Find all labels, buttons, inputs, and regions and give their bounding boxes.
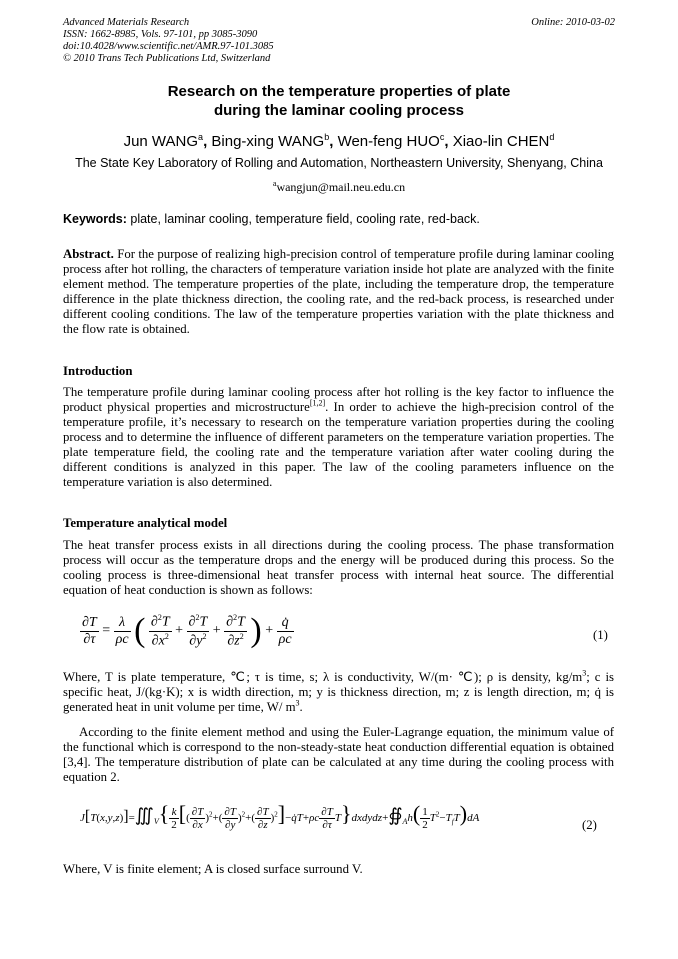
- title-line: during the laminar cooling process: [213, 102, 465, 119]
- citation: [1,2]: [309, 398, 326, 408]
- author-name: Jun WANG: [123, 133, 199, 150]
- journal-header: [63, 17, 274, 65]
- author-list: Jun WANG$^a$, Bing-xing WANG$^b$, Wen-feng HUO$^c$, Xiao-lin CHEN$^d$: [123, 132, 555, 150]
- equation-number: (2): [582, 818, 597, 832]
- journal-line: ISSN: 1662-8985, Vols. 97-101, pp 3085-3090: [63, 29, 258, 40]
- section-heading: Temperature analytical model: [63, 516, 228, 530]
- email-address: wangjun@mail.neu.edu.cn: [276, 180, 406, 194]
- email-line: [0, 176, 678, 195]
- equation-1: $\frac{\partial T}{\partial\tau}$ = $\frac{\lambda}{\rho c}$ ( $\frac{\partial^2T}{\partial x^2}$ + $\frac{\partial^2T}{\partial y^2}$ + $\frac{\partial^2T}{\partial z^2}$ ) + $\frac{q̇}{\rho c}$: [82, 612, 292, 649]
- title-line: Research on the temperature properties of plate: [167, 83, 511, 100]
- section-heading: Introduction: [63, 364, 133, 378]
- author-name: Bing-xing WANG: [211, 133, 325, 150]
- author-name: Xiao-lin CHEN: [452, 133, 550, 150]
- introduction-text: The temperature profile during laminar cooling process after hot rolling is the key factor to influence the product physical properties and microstructure[1,2]. In order to achieve the high-precision control of the temperature profile, it’s necessary to research on the temperature variation properties during the cooling process and to determine the influence of different parameters on the temperature variation properties. The plate temperature field, the cooling rate and the temperature variation after water cooling during the different conditions is analyzed in this paper. The law of the cooling parameters influence on the temperature variation is also determined.: [63, 385, 614, 489]
- abstract-label: Abstract.: [63, 247, 114, 261]
- online-date: Online: 2010-03-02: [531, 17, 615, 28]
- model-text: The heat transfer process exists in all directions during the cooling process. The phase transformation process will occur as the temperature drops and the energy will be produced during this process. So the cooling process is three-dimensional heat transfer process with internal heat source. The differential equation of heat conduction is shown as follows:: [63, 538, 614, 597]
- author-sup: d: [549, 132, 555, 142]
- author-sup: b: [324, 132, 330, 142]
- journal-line: © 2010 Trans Tech Publications Ltd, Switzerland: [63, 53, 271, 64]
- keywords-label: Keywords:: [63, 212, 127, 226]
- abstract: [63, 247, 614, 337]
- where-text-1: Where, T is plate temperature, ℃; τ is time, s; λ is conductivity, W/(m· ℃); ρ is density, $kg/m^3$; c is specific heat, J/(kg·K); x is width direction, m; y is thickness direction, m; z is length direction, m; q̇ is generated heat in unit volume per time, W/ $m^3$.: [63, 668, 614, 714]
- affiliation: The State Key Laboratory of Rolling and Automation, Northeastern University, Shenyang, China: [75, 156, 603, 170]
- paper-title: [0, 82, 678, 120]
- journal-line: doi:10.4028/www.scientific.net/AMR.97-101.3085: [63, 41, 274, 52]
- author-name: Wen-feng HUO: [337, 133, 440, 150]
- equation-number: (1): [593, 628, 608, 642]
- equation-2: $J[T(x,y,z)]=∭_V${ $\frac{k}{2}$ [( $\frac{\partial T}{\partial x}$ )$^2$+( $\frac{\partial T}{\partial y}$ )$^2$+( $\frac{\partial T}{\partial z}$ )$^2$]−q̇T+ρc $\frac{\partial T}{\partial\tau}$ $T\}dxdydz+∯_Ah$( $\frac{1}{2}$ $T^2-T_fT)dA$: [80, 801, 480, 831]
- where-text-2: Where, V is finite element; A is closed surface surround V.: [63, 862, 363, 876]
- keywords: [63, 211, 615, 227]
- keywords-text: plate, laminar cooling, temperature field, cooling rate, red-back.: [126, 212, 480, 226]
- journal-line: Advanced Materials Research: [63, 17, 190, 28]
- author-sup: a: [198, 132, 204, 142]
- abstract-text: For the purpose of realizing high-precision control of temperature profile during laminar cooling process after hot rolling, the characters of temperature variation inside hot plate are analyzed with the finite element method. The temperature properties of the plate, including the temperature drop, the temperature difference in the plate thickness direction, the cooling rate, and the red-back process, is researched under different cooling conditions. The law of the temperature properties variation with the plate thickness and the flow rate is obtained.: [63, 247, 614, 336]
- email-sup: a: [272, 179, 277, 188]
- fem-text: According to the finite element method and using the Euler-Lagrange equation, the minimum value of the functional which is correspond to the non-steady-state heat conduction differential equation is obtained [3,4]. The temperature distribution of plate can be calculated at any time during the cooling process with equation 2.: [63, 725, 614, 784]
- author-sup: c: [439, 132, 445, 142]
